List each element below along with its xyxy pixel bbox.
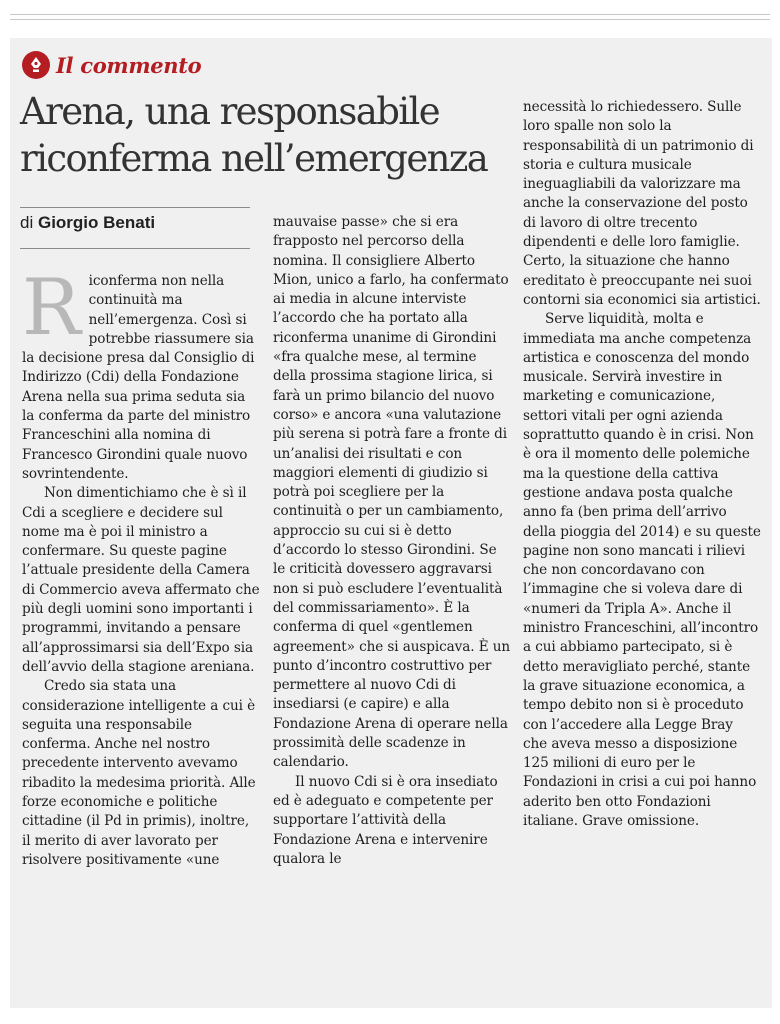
section-kicker <box>22 50 201 80</box>
paragraph: Serve liquidità, molta e immediata ma anche competenza artistica e conoscenza del mondo musicale. Servirà investire in marketing e comunicazione, settori vitali per ogni azienda soprattutto quando è in crisi. Non è ora il momento delle polemiche ma la questione della cattiva gestione andava posta qualche anno fa (ben prima dell’arrivo della pioggia del 2014) e su queste pagine non sono mancati i rilievi che non concordavano con l’immagine che si voleva dare di «numeri da Tripla A». Anche il ministro Franceschini, all’incontro a cui abbiamo partecipato, si è detto meravigliato perché, stante la grave situazione economica, a tempo debito non si è proceduto con l’accedere alla Legge Bray che aveva messo a disposizione 125 milioni di euro per le Fondazioni in crisi a cui poi hanno aderito ben otto Fondazioni italiane. Grave omissione. <box>523 311 761 829</box>
byline-prefix: di <box>20 213 34 232</box>
paragraph: necessità lo richiedessero. Sulle loro spalle non solo la responsabilità di un patrimonio di storia e cultura musicale ineguagliabili da valorizzare ma anche la conservazione del posto di lavoro di oltre trecento dipendenti e delle loro famiglie. Certo, la situazione che hanno ereditato è preoccupante nei suoi contorni sia economici sia artistici. <box>523 99 761 308</box>
drop-cap: R <box>22 263 81 353</box>
kicker-label: Il commento <box>56 52 202 78</box>
top-rule <box>10 14 770 20</box>
article-column-2 <box>273 213 511 869</box>
byline-bottom-rule <box>20 248 250 249</box>
paragraph: mauvaise passe» che si era frapposto nel percorso della nomina. Il consigliere Alberto Mion, unico a farlo, ha confermato ai media in alcune interviste l’accordo che ha portato alla riconferma unanime di Girondini «fra qualche mese, al termine della prossima stagione lirica, si farà un primo bilancio del nuovo corso» e ancora «una valutazione più serena si potrà fare a fronte di un’analisi dei risultati e con maggiori elementi di giudizio si potrà poi scegliere per la continuità o per un cambiamento, approccio su cui si è detto d’accordo lo stesso Girondini. Se le criticità dovessero aggravarsi non si può escludere l’eventualità del commissariamento». È la conferma di quel «gentlemen agreement» che si auspicava. È un punto d’incontro costruttivo per permettere al nuovo Cdi di insediarsi (e capire) e alla Fondazione Arena di operare nella prossimità delle scadenze in calendario. <box>273 214 511 771</box>
byline <box>20 213 155 233</box>
paragraph: Non dimentichiamo che è sì il Cdi a scegliere e decidere sul nome ma è poi il ministro a confermare. Su queste pagine l’attuale presidente della Camera di Commercio aveva affermato che più degli uomini sono importanti i programmi, invitando a pensare all’approssimarsi sia dell’Expo sia dell’avvio della stagione areniana. <box>22 485 260 675</box>
pen-nib-icon <box>22 51 50 79</box>
article-column-3 <box>523 98 761 831</box>
paragraph: Credo sia stata una considerazione intelligente a cui è seguita una responsabile conferma. Anche nel nostro precedente intervento avevamo ribadito la medesima priorità. Alle forze economiche e politiche cittadine (il Pd in primis), inoltre, il merito di aver lavorato per risolvere positivamente «une <box>22 678 256 868</box>
headline: Arena, una responsabile riconferma nell’emergenza <box>20 90 488 180</box>
byline-top-rule <box>20 207 250 208</box>
paragraph: Il nuovo Cdi si è ora insediato ed è adeguato e competente per supportare l’attività della Fondazione Arena e intervenire qualora le <box>273 773 498 867</box>
article-column-1 <box>22 263 260 870</box>
paragraph: iconferma non nella continuità ma nell’emergenza. Così si potrebbe riassumere sia la decisione presa dal Consiglio di Indirizzo (Cdi) della Fondazione Arena nella sua prima seduta sia la conferma da parte del ministro Franceschini alla nomina di Francesco Girondini quale nuovo sovrintendente. <box>22 273 255 482</box>
author-name: Giorgio Benati <box>37 213 156 232</box>
